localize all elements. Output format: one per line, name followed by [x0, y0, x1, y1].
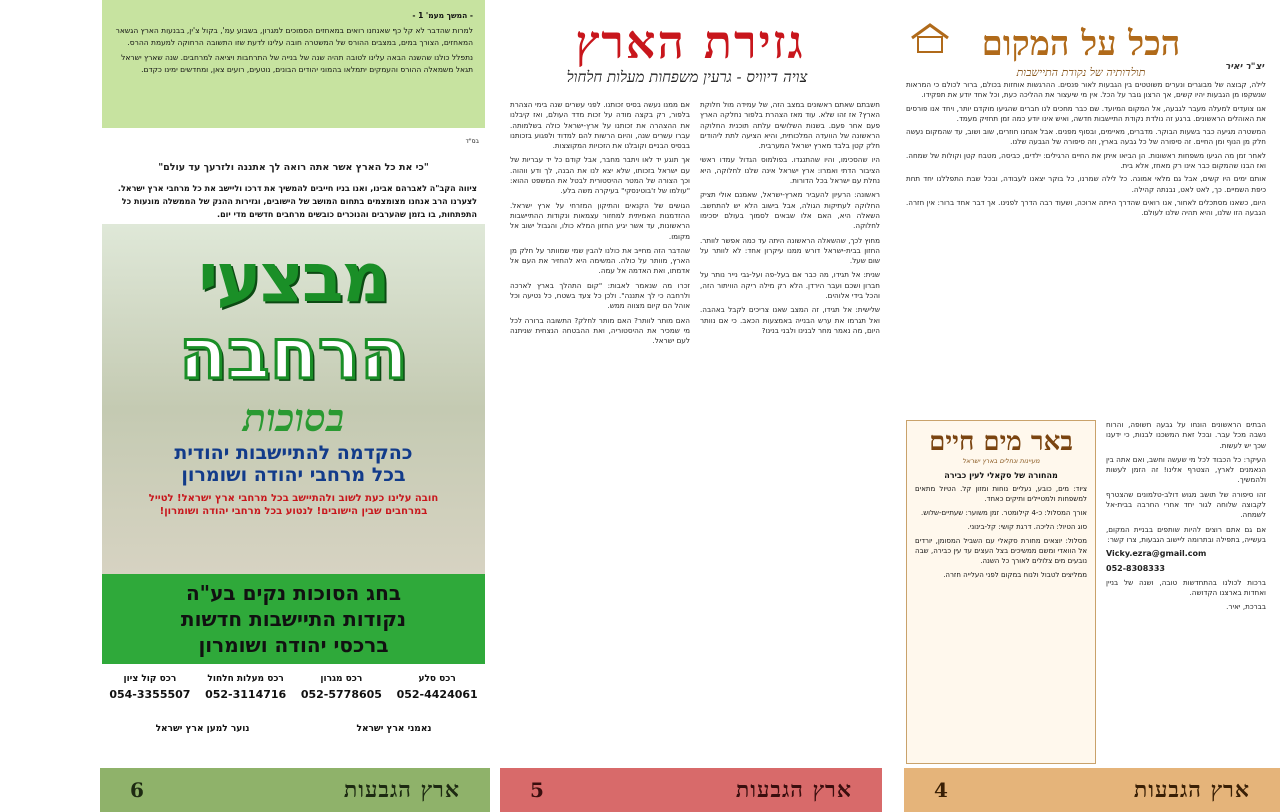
ad-title-line1: מבצעי: [198, 239, 389, 318]
paragraph: ציוד: מים, כובע, נעליים נוחות ומזון קל. הטיול מתאים למשפחות ולמטיילים ותיקים כאחד.: [915, 485, 1087, 503]
column-title: הכל על המקום: [981, 24, 1181, 64]
paragraph: זכרו מה שנאמר לאבות: "קום התהלך בארץ לארכה ולרחבה כי לך אתננה". ולכן כל צעד בשטח, כל נטיעה וכל אוהל הם קיום מצווה ממש.: [510, 280, 690, 311]
article-title: גזירת הארץ: [575, 15, 805, 69]
contact-name: רכס סלע: [418, 674, 456, 684]
baer-subtitle: מעיינות ונחלים בארץ ישראל: [962, 457, 1040, 465]
paragraph: אם גם אתם רוצים להיות שותפים בבניית המקום, בעשייה, בתפילה ובתרומה ליישוב הגבעות, צרו קשר:: [1106, 524, 1266, 544]
note-paragraph: למרות שהדבר לא קל כף שאנחנו רואים במאחזים הסמוכים למגרון, בשבוע עמ', בקול צ'ין, בבנעות הארץ הגשאר המאחזים, הצורך במים, במצבים ההורס של המשטרה חובה עלינו לדעת שזו התשובה הרחוקה למעמת ההרס.: [115, 26, 473, 47]
contact-item: [301, 674, 382, 701]
column-subtitle: תולדותיה של נקודת התיישבות: [1016, 66, 1146, 79]
contact-email[interactable]: Vicky.ezra@gmail.com: [1106, 549, 1207, 559]
article-subtitle: צויה דיוויס - גרעין משפחות מעלות חלחול: [566, 68, 808, 86]
ad-band-line1: בחג הסוכות נקים בע"ה: [185, 581, 402, 605]
ad-band-line3: ברכסי יהודה ושומרון: [198, 633, 389, 657]
paragraph: אם ממנו נעשה בסיס זכותנו. לפני עשרים שנה בימי הצהרת בלפור, רק בקצה מודה על זכות מדד העולם, ואז קיבלנו את ההצהרה את זכותנו על ארץ-ישראל כולה בשלמותה. עברו עשרים שנה, והיום הרשות להם למדוד ולפגוע בזכותנו בבסיס הבניים וקובלנו את הזכויות המקוצצות.: [510, 100, 690, 151]
contact-phone: 052-5778605: [300, 688, 382, 701]
paragraph: שנית: אל תגידו, מה כבר אם בעל-פה ועל-גבי נייר נותר על חברון ושכם ועבר הירדן. הלא רק מילה ריקה הוויתור הזה, והכל בידי אלוהים.: [700, 270, 880, 301]
footer-title: ארץ הגבעות: [343, 777, 460, 803]
paragraph: ברכות לכולנו בהתחדשות טובה, ושנה של בניין ואחדות בארצנו הקדושה.: [1106, 577, 1266, 598]
contact-item: [205, 674, 286, 701]
paragraph: הבתים הראשונים הונחו על גבעה חשופה, והרוח נשבה מכל עבר. ובכל זאת המשכנו לבנות, כי ידענו שכך יש לעשות.: [1106, 420, 1266, 450]
paragraph: ממליצים לטבול ולנוח במקום לפני העלייה חזרה.: [943, 571, 1087, 579]
paragraph: שהדבר הזה מחייב את כולנו להבין שמי שמוותר על חלק מן הארץ, מוותר על כולה. המשימה היא להחזיר את העם אל אדמתו, ואת האדמה אל עמה.: [510, 245, 690, 276]
lower-section: [906, 420, 1266, 764]
ad-band-line2: נקודות התיישבות חדשות: [180, 607, 407, 631]
paragraph: זהו סיפורה של תושב מגוש דולב-טלמונים שהצטרף לקבוצה שלוחה לגור יחד אחרי החרבה בבית-אל לשמחה.: [1106, 489, 1266, 520]
ad-quote: "כי את כל הארץ אשר אתה רואה לך אתננה ולזרעך עד עולם": [158, 162, 429, 173]
contact-name: רכס קול ציון: [123, 674, 177, 684]
paragraph: האם מותר לוותר? האם מותר לחלק? התשובה ברורה לכל מי שמכיר את ההיסטוריה, ואת ההבטחה הנצחית שניתנה לעם ישראל.: [510, 315, 690, 346]
main-article: [906, 80, 1266, 420]
page-4: [892, 0, 1280, 812]
ad-subtext: ציווה הקב"ה לאברהם אבינו, ואנו בניו חייבים להמשיך את דרכו וליישב את כל מרחבי ארץ ישראל. לצערנו הרב אנחנו מצומצמים בתחום המושב של הישובים, וגזירות ההנק של הממשלה מונעות כל התפתחות, בו בזמן שהערבים והנוכרים כובשים מרחבים חדשים מדי יום.: [117, 184, 477, 219]
page-footer: [100, 768, 490, 812]
paragraph: מחוץ לכך, שהשאלה הראשונה היתה עד כמה אפשר לוותר. החזון בבית-ישראל דורש ממנו עיקרון אחד: לא לוותר על שום שעל.: [700, 235, 880, 266]
page-footer: [500, 768, 882, 812]
footer-title: ארץ הגבעות: [735, 777, 852, 803]
paragraph: מסלול: יוצאים מחורת סקאלי עם השביל המסומן, יורדים אל הוואדי ומשם ממשיכים בצל העצים עד עין כבירה, שבה נובעים מים צלולים לאורך כל השנה.: [915, 537, 1087, 565]
ad-line2: בכל מרחבי יהודה ושומרון: [181, 464, 406, 486]
page-5: [492, 0, 892, 812]
note-paragraph: נתפלל כולנו שהשנה הבאה עלינו לטובה תהיה שנה של בנייה של התרחבות ויציאה למרחבים. שנה שארץ ישראל תגאל משמאלה ההורס והעמקים יתמלאו בהמוני יהודים הבונים, נוטעים, רועים צאן, ומחדשים ימינו כקדם.: [121, 53, 473, 74]
page-number: 6: [130, 778, 144, 802]
paragraph: לאחר זמן מה הגיעו משפחות ראשונות. הן הביאו איתן את החיים הרגילים: ילדים, כביסה, מטבח קטן וקולות של שמחה. ואז הבנו שהמקום כבר אינו רק מאחז, אלא בית.: [906, 150, 1266, 171]
continuation-note: [102, 0, 485, 128]
footer-title: ארץ הגבעות: [1133, 777, 1250, 803]
contact-item: [397, 674, 478, 701]
ad-green-band: [102, 574, 485, 664]
page-footer: [904, 768, 1280, 812]
paragraph: אורך המסלול: כ-4 קילומטר. זמן משוער: שעתיים-שלוש.: [920, 509, 1087, 517]
article-columns: [510, 100, 880, 760]
ad-line1: כהקדמה להתיישבות יהודית: [174, 442, 413, 464]
ad-sponsors: [102, 724, 485, 734]
paragraph: אותם ימים היו קשים, אבל גם מלאי אמונה. כל לילה שמרנו, כל בוקר יצאנו לעבודה, ובכל שבת התפללנו יחד תחת כיפת השמיים. כך, לאט לאט, נבנתה קהילה.: [906, 174, 1266, 194]
page-number: 4: [934, 778, 948, 802]
paragraph: אנו צועדים למעלה מעבר לגבעה, אל המקום המיועד. שם כבר מחכים לנו חברים שהגיעו מוקדם יותר, ויחד אנו פורסים את האוהלים הראשונים. ברגע זה נולדת נקודת התיישבות חדשה, ואיש אינו יודע כמה זמן תחזיק מעמד.: [906, 103, 1266, 123]
paragraph: לילה, קבוצה של מבוגרים ונערים משוטטים בין הגבעות לאור פנסים. ההרגשות אוחזות בכולם, ברור לכולם כי המראות שנשקפו מן הגבעות יהיו קשים, אך הרצון גובר על הכל. אין מי שיעצור את ההליכה כעת, וכל אחד יודע את תפקידו.: [906, 80, 1266, 100]
sponsor-left: נוער למען ארץ ישראל: [155, 724, 250, 734]
paragraph: הגושים של הקנאים והתיקון המזרחי על ארץ ישראל. ההזדמנות האמיתית למחזור עצמאות ונקודות ההתיישבות הראשונות, עד אשר יגיע החזון המלא כולו, והגבול ישוב אל מקומו.: [510, 200, 690, 241]
ad-title-line3: בסוכות: [242, 395, 345, 440]
author-name: יצ"ר יאיר: [1224, 62, 1264, 72]
paragraph: חשבתם שאתם ראשונים במצב הזה, של עמידה מול חלוקת הארץ? אז זהו שלא. עוד מאז הצהרת בלפור נחלקה הארץ פעם אחר פעם. בשנות השלושים עלתה תוכנית החלוקה הראשונה של הוועדה המלכותית, והיא הציעה לתת ליהודים חלק קטן בלבד מארץ ישראל המערבית.: [700, 100, 880, 151]
paragraph: סוג הטיול: הליכה. דרגת קושי: קל-בינוני.: [967, 523, 1087, 531]
baer-body: [907, 484, 1095, 580]
paragraph: שלישית: אל תגידו, זה המצב שאנו צריכים לקבל באהבה. ואל תגרמו את ערש הבנייה באמצעות הכאב. כי אם נוותר היום, מה נאמר מחר לבנינו ולבני בנינו?: [700, 305, 880, 335]
paragraph: היו שהסכימו, והיו שהתנגדו. בפולמוס הגדול עמדו ראשי הציבור הדתי ואמרו: ארץ ישראל אינה שלנו לחלוקה, היא נחלת עם ישראל בכל הדורות.: [700, 155, 880, 186]
ad-title-line2: הרחבה: [178, 313, 409, 395]
contact-phone: 052-8308333: [1106, 563, 1165, 573]
column-header: [902, 24, 1260, 79]
ad-red-call: חובה עלינו כעת לשוב ולהתיישב בכל מרחבי ארץ ישראל! לטייל במרחבים שבין הישובים! לנטוע בכל מרחבי יהודה ושומרון!: [148, 493, 439, 517]
baer-mayim-box: [906, 420, 1096, 764]
expansion-advertisement: [102, 134, 485, 754]
article-column-left: [510, 100, 690, 760]
contact-name: רכס מגרון: [320, 674, 363, 684]
contact-phone: 052-3114716: [205, 688, 287, 701]
article-column-right: [700, 100, 880, 760]
page-number: 5: [530, 778, 544, 802]
sponsor-right: נאמני ארץ ישראל: [356, 724, 432, 734]
contact-name: רכס מעלות חלחול: [207, 674, 284, 684]
note-heading: - המשך מעמ' 1 -: [412, 11, 473, 20]
baer-heading: מהחורה של סקאלי לעין כבירה: [944, 471, 1058, 480]
paragraph: היום, כשאנו מסתכלים לאחור, אנו רואים שהדרך הייתה ארוכה, ושעוד רבה הדרך לפנינו. אך דבר אחד ברור: אין חזרה. הגבעה הזו שלנו, והיא תהיה שלנו לעולם.: [906, 197, 1266, 218]
paragraph: ראשונה: הרעיון להעביר מארץ-ישראל, שאמנם אולי תציק החלוקה לעתיקות הגולה, אבל בישוב הלא יש להתחשב. השאלה היא, האם אלו שבאים לסמוך בעולם יסכימו לחלוקה.: [700, 190, 880, 231]
ad-contacts: [102, 674, 485, 701]
contact-item: [109, 674, 190, 701]
paragraph: המשטרה מגיעה כבר בשעות הבוקר. מדברים, מאיימים, ובסוף מפנים. אבל אנחנו חוזרים, שוב ושוב, עד שהמקום נעשה חלק מן הנוף ומן החיים. זה סיפורה של כל גבעה בארץ, וזה סיפורה של הגבעה שלנו.: [906, 127, 1266, 147]
paragraph: העיקר: כל הכבוד לכל מי שעשה וחשב, ואם אתה בין הנאמנים לארץ, הצטרף אלינו! זה הזמן לעשות ולהמשיך.: [1106, 454, 1266, 485]
paragraph: בברכת, יאיר.: [1226, 602, 1266, 612]
page-6: [0, 0, 492, 812]
contact-phone: 052-4424061: [396, 688, 478, 701]
baer-title: באר מים חיים: [929, 427, 1073, 457]
paragraph: אך תוגע יד לאו ויתבר מחבר, אבל קודם כל יד עבריות של עם ישראל בזכותו, שלא יצא לנו את הבנה, לך ודע ווהוה. וכך הצורה של המטר ההיסטורית לבטל את המשפט ההוא: "עולמו של ז'בוטינסקי" בעיקרה משה בלע.: [510, 155, 690, 196]
side-column: [1106, 420, 1266, 764]
ad-bsd: בס"ד: [465, 138, 479, 145]
contact-phone: 054-3355507: [109, 688, 191, 701]
